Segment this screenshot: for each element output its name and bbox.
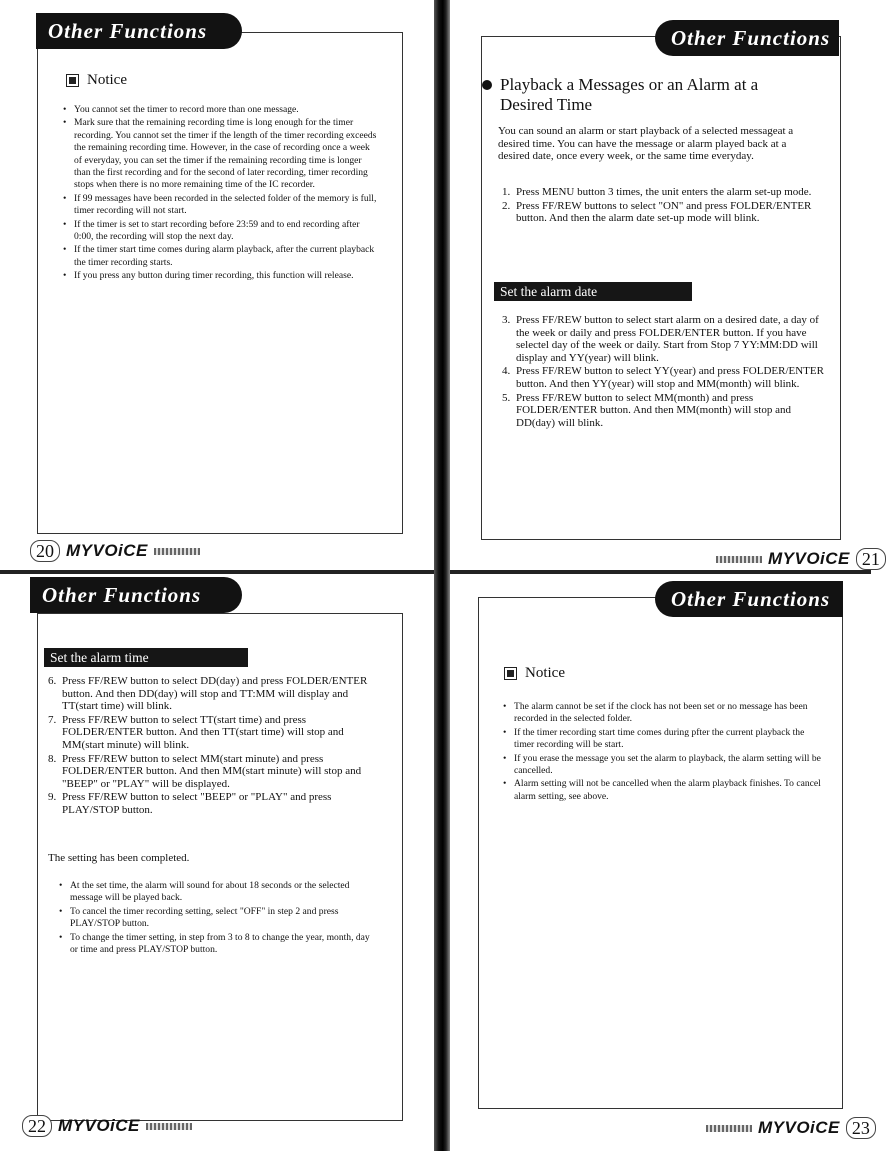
brand-logo: MYVOiCE [768, 549, 850, 568]
heading-text: Playback a Messages or an Alarm at a Desired Time [500, 75, 759, 114]
page-footer [706, 1117, 876, 1139]
book-spine [434, 0, 450, 1151]
footer-decoration [154, 548, 200, 555]
step-item [502, 314, 827, 364]
step-number: 8. [48, 752, 57, 765]
step-text: Press FF/REW button to select MM(start minute) and press FOLDER/ENTER button. And then MM(start minute) will stop and "BEEP" or "PLAY" will be displayed. [62, 752, 362, 790]
bullet-item: • If 99 messages have been recorded in the selected folder of the memory is full, timer recording will not start. [62, 193, 378, 218]
step-number: 2. [502, 199, 511, 212]
notice-icon [66, 74, 79, 87]
bullet-dot-icon [482, 80, 492, 90]
section-title-tab: Other Functions [655, 20, 839, 56]
steps-list-a [502, 186, 812, 226]
step-item [48, 714, 378, 752]
footer-decoration [146, 1123, 192, 1130]
step-text: Press FF/REW button to select MM(month) and press FOLDER/ENTER button. And then MM(month) will stop and DD(day) will blink. [516, 391, 791, 429]
brand-logo: MYVOiCE [66, 541, 148, 560]
step-item [48, 675, 378, 713]
step-item [502, 200, 812, 225]
notice-list [62, 104, 378, 284]
brand-logo: MYVOiCE [758, 1118, 840, 1137]
step-number: 4. [502, 365, 511, 378]
notice-icon [504, 667, 517, 680]
notice-heading [66, 72, 127, 89]
step-text: Press FF/REW button to select start alarm on a desired date, a day of the week or daily and press FOLDER/ENTER button. If you have selectel day of the week or daily. Start from Stop 7 YY:MM:DD will display and YY(year) will blink. [516, 314, 819, 364]
bullet-item: • To change the timer setting, in step from 3 to 8 to change the year, month, day or time and press PLAY/STOP button. [58, 932, 374, 957]
step-text: Press FF/REW button to select YY(year) and press FOLDER/ENTER button. And then YY(year) will stop and MM(month) will blink. [516, 365, 824, 390]
step-number: 1. [502, 186, 511, 198]
step-item [48, 753, 378, 791]
bullet-item: • If the timer recording start time comes during pfter the current playback the timer recording will be start. [502, 727, 824, 752]
step-number: 5. [502, 391, 511, 404]
page-20 [0, 0, 438, 571]
step-item [502, 365, 827, 390]
completed-text: The setting has been completed. [48, 852, 190, 864]
bullet-item: • If you erase the message you set the alarm to playback, the alarm setting will be cancelled. [502, 753, 824, 778]
section-title-tab: Other Functions [30, 577, 242, 613]
bullet-item: • To cancel the timer recording setting, select "OFF" in step 2 and press PLAY/STOP button. [58, 906, 374, 931]
bullet-item: • At the set time, the alarm will sound for about 18 seconds or the selected message will be played back. [58, 880, 374, 905]
section-title-tab: Other Functions [36, 13, 242, 49]
step-text: Press FF/REW button to select "BEEP" or "PLAY" and press PLAY/STOP button. [62, 791, 332, 816]
bullet-item: • If the timer start time comes during alarm playback, after the current playback the timer recording starts. [62, 244, 378, 269]
page-number: 22 [22, 1115, 52, 1137]
subsection-bar: Set the alarm time [44, 648, 248, 667]
page-footer [716, 548, 886, 570]
bullet-item: • You cannot set the timer to record more than one message. [62, 104, 378, 116]
step-number: 6. [48, 675, 57, 687]
page-footer [30, 540, 200, 562]
section-title-tab: Other Functions [655, 581, 843, 617]
page-number: 21 [856, 548, 886, 570]
steps-list [48, 675, 378, 818]
step-item [502, 186, 812, 199]
step-text: Press MENU button 3 times, the unit enters the alarm set-up mode. [516, 186, 812, 198]
page-footer [22, 1115, 192, 1137]
page-22 [0, 575, 438, 1151]
notice-heading [504, 665, 565, 682]
bullet-item: • Mark sure that the remaining recording time is long enough for the timer recording. You cannot set the timer if the length of the timer recording exceeds the remaining recording time. However, in the case of recording once a week of everyday, you can set the timer if the remaining recording time is longer than the first recording and for the second of later recording, timer recording stops when there is no more remaining time of the IC recorder. [62, 117, 378, 191]
notes-list [58, 880, 374, 957]
footer-decoration [716, 556, 762, 563]
step-text: Press FF/REW button to select DD(day) and press FOLDER/ENTER button. And then DD(day) will stop and TT:MM will display and TT(start time) will blink. [62, 675, 368, 713]
bullet-item: • The alarm cannot be set if the clock has not been set or no message has been recorded in the selected folder. [502, 701, 824, 726]
bullet-item: • If you press any button during timer recording, this function will release. [62, 270, 378, 282]
steps-list-b [502, 314, 827, 430]
step-item [48, 791, 378, 816]
section-heading [482, 75, 782, 115]
step-number: 3. [502, 314, 511, 326]
intro-text: You can sound an alarm or start playback of a selected messageat a desired time. You can have the message or alarm played back at a desired date, once every week, or the same time everyday. [498, 125, 794, 163]
step-number: 9. [48, 791, 57, 804]
footer-decoration [706, 1125, 752, 1132]
page-number: 20 [30, 540, 60, 562]
notice-label: Notice [87, 72, 127, 88]
bullet-item: • If the timer is set to start recording before 23:59 and to end recording after 0:00, the recording will stop the next day. [62, 219, 378, 244]
step-number: 7. [48, 713, 57, 726]
page-21 [448, 0, 880, 571]
page-23 [448, 575, 871, 1151]
step-text: Press FF/REW buttons to select "ON" and press FOLDER/ENTER button. And then the alarm date set-up mode will blink. [516, 199, 812, 225]
page-number: 23 [846, 1117, 876, 1139]
notice-list [502, 701, 824, 804]
brand-logo: MYVOiCE [58, 1116, 140, 1135]
subsection-bar: Set the alarm date [494, 282, 692, 301]
bullet-item: • Alarm setting will not be cancelled when the alarm playback finishes. To cancel alarm setting, see above. [502, 778, 824, 803]
notice-label: Notice [525, 665, 565, 681]
step-text: Press FF/REW button to select TT(start time) and press FOLDER/ENTER button. And then TT(start time) will stop and MM(start minute) will blink. [62, 713, 344, 751]
step-item [502, 392, 827, 430]
